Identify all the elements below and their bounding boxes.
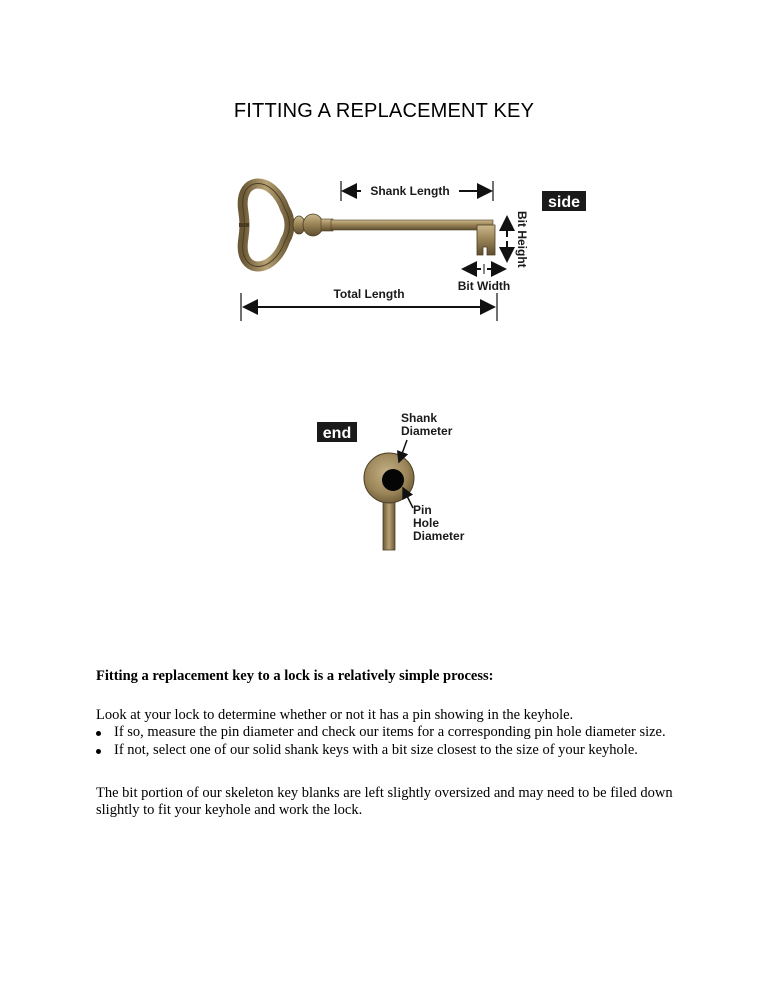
shank-diameter-callout: [399, 411, 453, 462]
bullet-icon: [96, 731, 101, 736]
pin-hole-label-line1: Pin: [413, 503, 432, 517]
key-bit-end: [383, 496, 395, 550]
key-bow: [239, 184, 290, 267]
svg-text:side: side: [547, 194, 581, 211]
pin-hole: [382, 469, 404, 491]
bit-width-label: Bit Width: [457, 279, 511, 293]
bit-height-label: Bit Height: [515, 211, 529, 268]
key-shank: [331, 220, 493, 230]
list-item-text: If not, select one of our solid shank keys with a bit size closest to the size of your keyhole.: [114, 742, 638, 758]
page-title: FITTING A REPLACEMENT KEY: [233, 100, 535, 122]
key-end-view-figure: [315, 410, 485, 555]
key-bit: [477, 225, 495, 255]
pin-hole-label-line2: Hole: [413, 516, 440, 530]
closing-paragraph: The bit portion of our skeleton key blanks are left slightly oversized and may need to be filed down slightly to fit your keyhole and work the lock.: [96, 785, 673, 818]
instruction-list: [96, 724, 676, 760]
shank-length-dimension: [341, 181, 493, 201]
shank-length-label: Shank Length: [370, 184, 450, 198]
pin-hole-label-line3: Diameter: [413, 529, 465, 543]
list-item: [96, 724, 676, 741]
key-collar: [293, 214, 333, 236]
bullet-icon: [96, 749, 101, 754]
list-item-text: If so, measure the pin diameter and check our items for a corresponding pin hole diameter size.: [114, 724, 666, 740]
total-length-label: Total Length: [333, 287, 405, 301]
key-side-view-figure: [225, 165, 595, 325]
bit-width-dimension: [458, 264, 511, 293]
bit-height-dimension: [507, 211, 529, 268]
shank-diameter-label-line2: Diameter: [401, 424, 453, 438]
intro-paragraph: Look at your lock to determine whether or not it has a pin showing in the keyhole.: [96, 707, 574, 723]
section-heading: Fitting a replacement key to a lock is a relatively simple process:: [96, 668, 494, 684]
svg-text:end: end: [322, 425, 352, 442]
list-item: [96, 742, 676, 759]
side-view-tag: [542, 191, 586, 211]
shank-diameter-label-line1: Shank: [401, 411, 438, 425]
pin-hole-diameter-callout: [403, 488, 465, 543]
end-view-tag: [317, 422, 357, 442]
